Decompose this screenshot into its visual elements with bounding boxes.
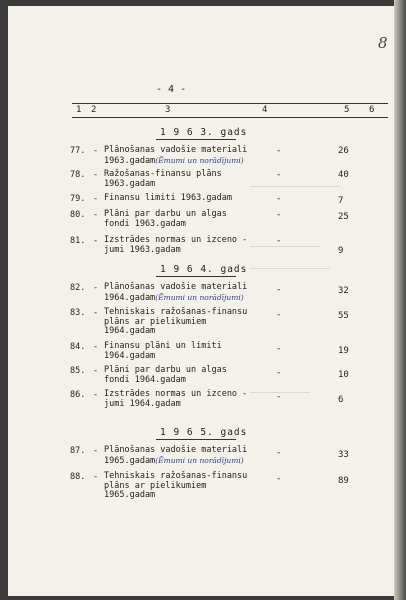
row-number: 82.	[70, 283, 86, 293]
column-header-1: 1	[76, 105, 82, 115]
row-number: 77.	[70, 146, 86, 156]
row-number: 88.	[70, 472, 86, 482]
row-title: Tehniskais ražošanas-finansu plāns ar pielikumiem 1964.gadam	[104, 307, 248, 336]
row-title: Plānošanas vadošie materiali 1964.gadam(Ēmumi un norādījumi)	[104, 282, 248, 303]
column-5-value: 26	[338, 146, 349, 156]
column-4-value: -	[276, 194, 282, 204]
section-rule	[156, 276, 236, 277]
row-number: 84.	[70, 342, 86, 352]
row-dash: -	[93, 170, 99, 180]
row-title: Plāni par darbu un algas fondi 1963.gadam	[104, 209, 227, 229]
section-rule	[156, 439, 236, 440]
row-title: Izstrādes normas un izceno - jumi 1963.gadam	[104, 235, 248, 255]
column-header-5: 5	[344, 105, 350, 115]
row-title: Ražošanas-finansu plāns 1963.gadam	[104, 169, 222, 189]
column-4-value: -	[276, 236, 282, 246]
row-dash: -	[93, 472, 99, 482]
section-title-1965: 1 9 6 5. gads	[160, 427, 248, 438]
handwritten-corner-mark: 8	[378, 34, 388, 52]
column-header-2: 2	[91, 105, 97, 115]
row-number: 80.	[70, 210, 86, 220]
row-dash: -	[93, 194, 99, 204]
column-4-value: -	[276, 285, 282, 295]
section-title-1963: 1 9 6 3. gads	[160, 127, 248, 138]
column-header-4: 4	[262, 105, 268, 115]
row-dash: -	[93, 366, 99, 376]
row-dash: -	[93, 342, 99, 352]
handwritten-note: (Ēmumi un norādījumi)	[155, 455, 244, 465]
row-number: 83.	[70, 308, 86, 318]
column-5-value: 25	[338, 212, 349, 222]
row-title: Finansu plāni un limiti 1964.gadam	[104, 341, 222, 361]
table-header-rule-bottom	[72, 117, 388, 118]
column-4-value: -	[276, 146, 282, 156]
column-5-value: 10	[338, 370, 349, 380]
section-rule	[156, 139, 236, 140]
bleed-through-mark	[250, 268, 330, 269]
column-5-value: 19	[338, 346, 349, 356]
column-4-value: -	[276, 210, 282, 220]
row-number: 85.	[70, 366, 86, 376]
handwritten-note: (Ēmumi un norādījumi)	[155, 292, 244, 302]
row-title: Finansu limiti 1963.gadam	[104, 193, 232, 203]
row-dash: -	[93, 146, 99, 156]
column-5-value: 55	[338, 311, 349, 321]
bleed-through-mark	[250, 246, 320, 247]
bleed-through-mark	[250, 186, 340, 187]
row-number: 87.	[70, 446, 86, 456]
row-title: Plānošanas vadošie materiali 1965.gadam(Ēmumi un norādījumi)	[104, 445, 248, 466]
row-dash: -	[93, 283, 99, 293]
column-5-value: 6	[338, 395, 344, 405]
column-4-value: -	[276, 474, 282, 484]
column-4-value: -	[276, 448, 282, 458]
row-title: Izstrādes normas un izceno - jumi 1964.gadam	[104, 389, 248, 409]
page-number: - 4 -	[156, 84, 187, 95]
row-title: Plāni par darbu un algas fondi 1964.gadam	[104, 365, 227, 385]
page-edge-strip	[394, 0, 406, 600]
column-4-value: -	[276, 392, 282, 402]
row-dash: -	[93, 236, 99, 246]
column-header-3: 3	[165, 105, 171, 115]
handwritten-note: (Ēmumi un norādījumi)	[155, 155, 244, 165]
column-5-value: 33	[338, 450, 349, 460]
column-5-value: 9	[338, 246, 344, 256]
column-4-value: -	[276, 170, 282, 180]
column-5-value: 32	[338, 286, 349, 296]
row-dash: -	[93, 210, 99, 220]
column-5-value: 7	[338, 196, 344, 206]
row-dash: -	[93, 308, 99, 318]
row-number: 78.	[70, 170, 86, 180]
column-4-value: -	[276, 310, 282, 320]
row-number: 81.	[70, 236, 86, 246]
table-header-rule-top	[72, 103, 388, 104]
row-number: 79.	[70, 194, 86, 204]
column-4-value: -	[276, 344, 282, 354]
row-dash: -	[93, 446, 99, 456]
column-5-value: 40	[338, 170, 349, 180]
column-5-value: 89	[338, 476, 349, 486]
section-title-1964: 1 9 6 4. gads	[160, 264, 248, 275]
row-dash: -	[93, 390, 99, 400]
row-title: Tehniskais ražošanas-finansu plāns ar pielikumiem 1965.gadam	[104, 471, 248, 500]
row-number: 86.	[70, 390, 86, 400]
row-title: Plānošanas vadošie materiali 1963.gadam(Ēmumi un norādījumi)	[104, 145, 248, 166]
column-header-6: 6	[369, 105, 375, 115]
column-4-value: -	[276, 368, 282, 378]
